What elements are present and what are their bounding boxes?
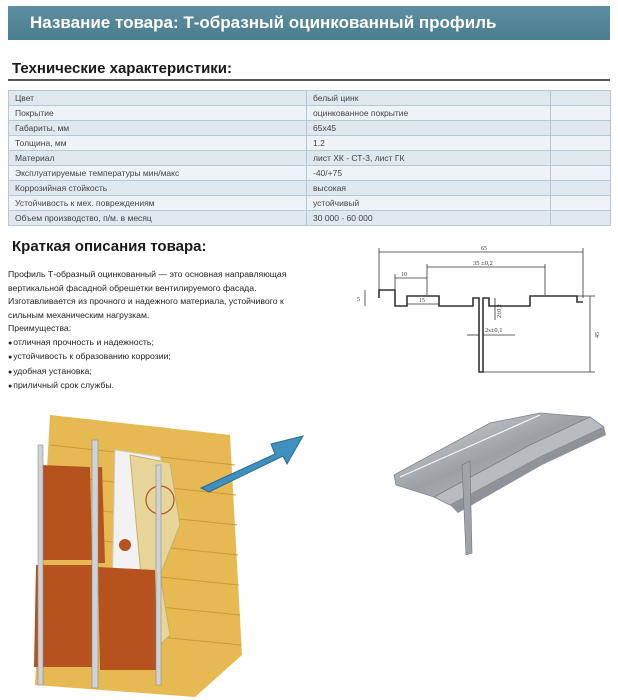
spec-row bbox=[9, 211, 611, 226]
specs-divider bbox=[8, 79, 610, 81]
advantage-item: ● отличная прочность и надежность; bbox=[8, 336, 308, 351]
spec-value: -40/+75 bbox=[307, 166, 551, 181]
advantages-list bbox=[8, 336, 308, 394]
dim-left: 10 bbox=[401, 272, 407, 278]
profile-drawing bbox=[355, 240, 605, 390]
dim-thickness: 2s±0,1 bbox=[485, 327, 503, 334]
pointer-arrow-icon bbox=[195, 430, 310, 500]
spec-value: 30 000 - 60 000 bbox=[307, 211, 551, 226]
spec-empty-cell bbox=[551, 166, 611, 181]
spec-row bbox=[9, 151, 611, 166]
profile-photo bbox=[390, 405, 612, 555]
spec-empty-cell bbox=[551, 91, 611, 106]
description-heading: Краткая описания товара: bbox=[12, 238, 207, 255]
spec-empty-cell bbox=[551, 121, 611, 136]
specs-table bbox=[8, 90, 611, 226]
spec-empty-cell bbox=[551, 151, 611, 166]
dim-total: 65 bbox=[481, 246, 487, 252]
spec-row bbox=[9, 196, 611, 211]
advantage-item: ● удобная установка; bbox=[8, 365, 308, 380]
spec-label: Габариты, мм bbox=[9, 121, 307, 136]
spec-label: Эксплуатируемые температуры мин/макс bbox=[9, 166, 307, 181]
spec-value: оцинкованное покрытие bbox=[307, 106, 551, 121]
spec-label: Коррозийная стойкость bbox=[9, 181, 307, 196]
dim-flange: 2±0,2 bbox=[497, 304, 503, 318]
dim-left-h: 5 bbox=[357, 297, 360, 303]
spec-empty-cell bbox=[551, 211, 611, 226]
spec-empty-cell bbox=[551, 196, 611, 211]
dim-top: 35 ±0,2 bbox=[473, 260, 493, 267]
spec-value: белый цинк bbox=[307, 91, 551, 106]
advantages-title: Преимущества: bbox=[8, 323, 72, 333]
spec-label: Устойчивость к мех. повреждениям bbox=[9, 196, 307, 211]
spec-row bbox=[9, 181, 611, 196]
spec-value: лист ХК - СТ-3, лист ГК bbox=[307, 151, 551, 166]
spec-value: 1.2 bbox=[307, 136, 551, 151]
spec-row bbox=[9, 166, 611, 181]
spec-empty-cell bbox=[551, 136, 611, 151]
spec-row bbox=[9, 106, 611, 121]
spec-label: Объем производство, п/м. в месяц bbox=[9, 211, 307, 226]
spec-label: Материал bbox=[9, 151, 307, 166]
spec-row bbox=[9, 91, 611, 106]
spec-row bbox=[9, 121, 611, 136]
page-title: Название товара: Т-образный оцинкованный профиль bbox=[8, 6, 610, 40]
specs-heading: Технические характеристики: bbox=[12, 60, 233, 77]
spec-empty-cell bbox=[551, 181, 611, 196]
spec-label: Цвет bbox=[9, 91, 307, 106]
dim-height: 45 bbox=[595, 332, 601, 338]
spec-value: 65x45 bbox=[307, 121, 551, 136]
dim-inner: 15 bbox=[419, 298, 425, 304]
spec-empty-cell bbox=[551, 106, 611, 121]
spec-value: высокая bbox=[307, 181, 551, 196]
description-text: Профиль Т-образный оцинкованный — это основная направляющая вертикальной фасадной обрешетки вентилируемого фасада. Изготавливается из прочного и надежного материала, устойчивого к сильным механическим нагрузкам. bbox=[8, 269, 287, 320]
advantage-item: ● приличный срок службы. bbox=[8, 379, 308, 394]
advantage-item: ● устойчивость к образованию коррозии; bbox=[8, 350, 308, 365]
spec-value: устойчивый bbox=[307, 196, 551, 211]
spec-label: Толщина, мм bbox=[9, 136, 307, 151]
spec-label: Покрытие bbox=[9, 106, 307, 121]
description-block bbox=[8, 268, 308, 394]
spec-row bbox=[9, 136, 611, 151]
